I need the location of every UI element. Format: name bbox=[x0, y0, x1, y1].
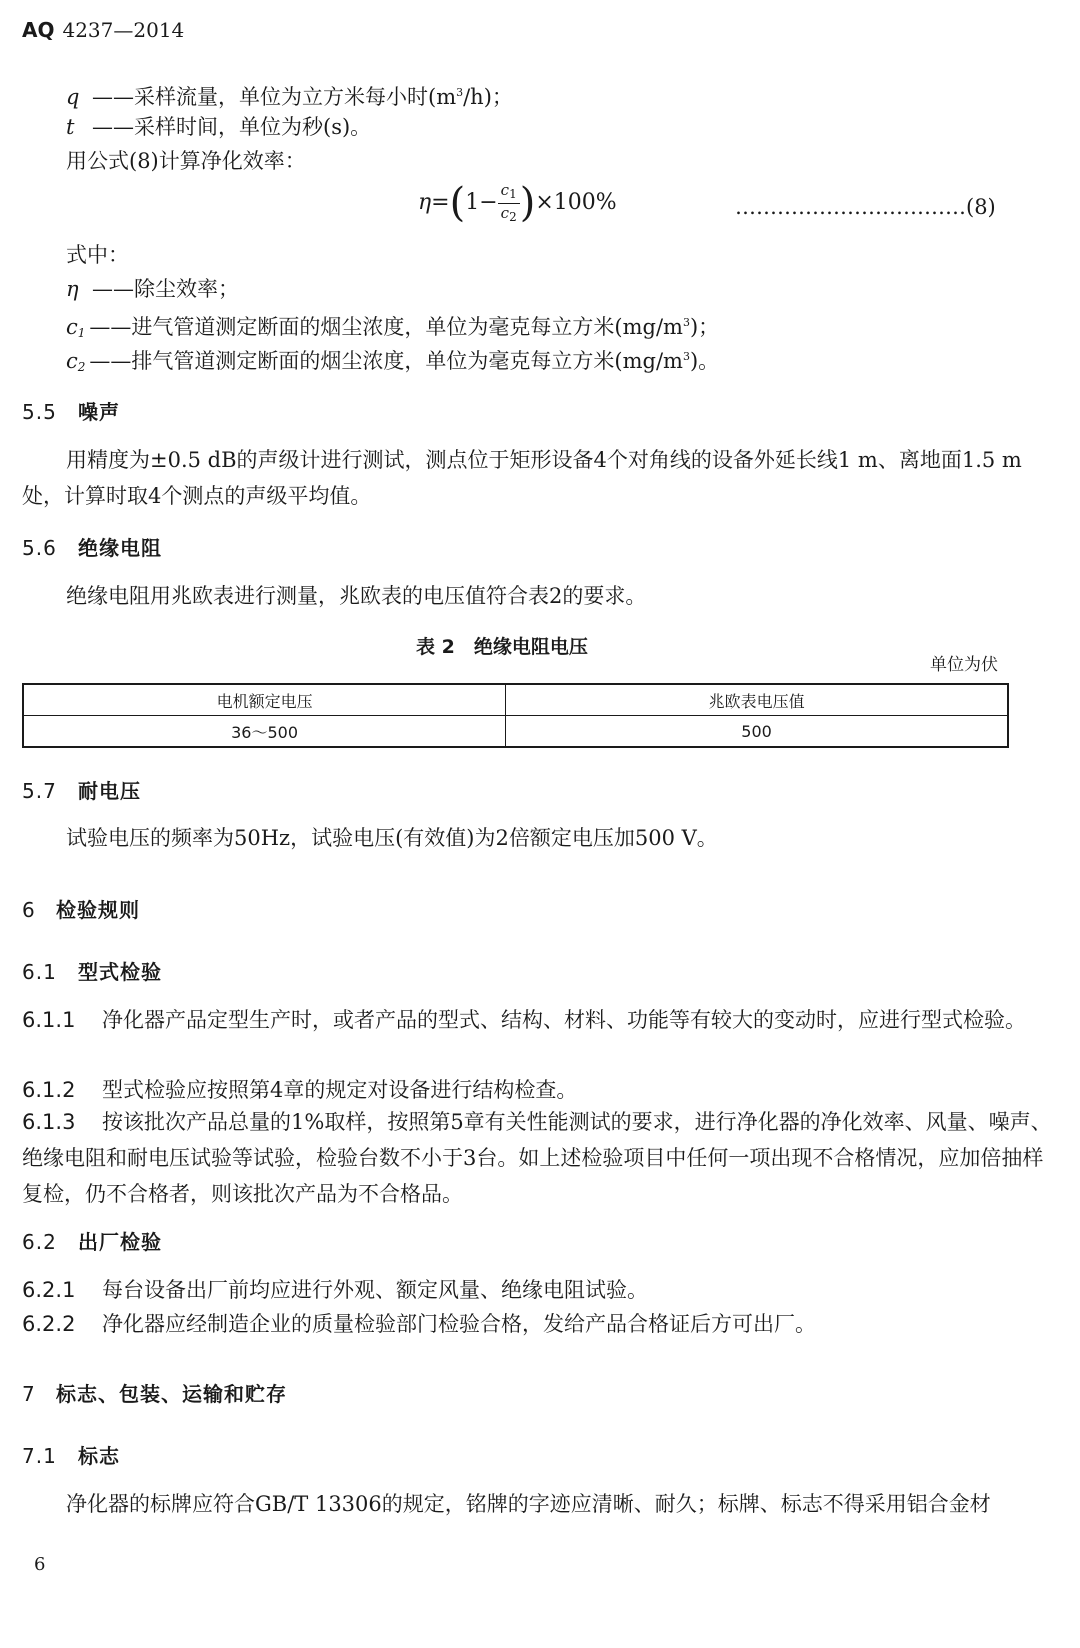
formula-tail: ×100% bbox=[535, 190, 617, 215]
frac-num: c bbox=[500, 180, 510, 199]
clause-body: 型式检验应按照第4章的规定对设备进行结构检查。 bbox=[102, 1078, 578, 1102]
def-text: ——排气管道测定断面的烟尘浓度，单位为毫克每立方米(mg/m bbox=[89, 349, 683, 373]
heading-num: 5.5 bbox=[22, 400, 57, 424]
heading-num: 6.2 bbox=[22, 1230, 57, 1254]
table2 bbox=[22, 683, 1009, 748]
def-var: c bbox=[66, 315, 78, 339]
heading-5-5 bbox=[22, 396, 120, 425]
heading-title: 噪声 bbox=[78, 400, 120, 424]
formula-8 bbox=[418, 180, 617, 226]
heading-6-1 bbox=[22, 956, 162, 985]
heading-title: 标志 bbox=[78, 1444, 120, 1468]
heading-6 bbox=[22, 894, 140, 923]
table2-caption: 表 2 绝缘电阻电压 bbox=[416, 636, 588, 658]
def-sup: 3 bbox=[682, 350, 690, 363]
def-tail: )。 bbox=[689, 349, 720, 373]
def-c2 bbox=[66, 340, 719, 384]
standard-code: AQ bbox=[22, 18, 55, 42]
heading-title: 标志、包装、运输和贮存 bbox=[56, 1382, 287, 1406]
clause-6-1-1 bbox=[22, 1002, 1058, 1038]
clause-num: 6.2.2 bbox=[22, 1312, 76, 1336]
heading-title: 检验规则 bbox=[56, 898, 140, 922]
def-text: ——采样时间，单位为秒(s)。 bbox=[92, 115, 372, 139]
def-q bbox=[66, 76, 513, 114]
formula-ref: ……………………………(8) bbox=[735, 195, 996, 219]
page-number: 6 bbox=[34, 1554, 46, 1575]
clause-num: 6.1.3 bbox=[22, 1110, 76, 1134]
table-row bbox=[23, 716, 1008, 748]
paren-close: ) bbox=[519, 180, 536, 226]
def-eta bbox=[66, 272, 239, 306]
standard-header bbox=[22, 18, 184, 42]
def-tail: /h)； bbox=[463, 85, 513, 109]
formula-intro: 用公式(8)计算净化效率： bbox=[66, 149, 306, 173]
paren-open: ( bbox=[449, 180, 466, 226]
def-text: ——除尘效率； bbox=[92, 277, 239, 301]
clause-body: 净化器产品定型生产时，或者产品的型式、结构、材料、功能等有较大的变动时，应进行型式检验。 bbox=[102, 1008, 1026, 1032]
heading-title: 型式检验 bbox=[78, 960, 162, 984]
para-5-6: 绝缘电阻用兆欧表进行测量，兆欧表的电压值符合表2的要求。 bbox=[66, 584, 647, 608]
frac-den: c bbox=[500, 203, 510, 222]
formula-lhs: η= bbox=[418, 190, 450, 215]
heading-num: 6.1 bbox=[22, 960, 57, 984]
clause-num: 6.1.2 bbox=[22, 1078, 76, 1102]
def-sub: 2 bbox=[77, 360, 86, 374]
heading-title: 绝缘电阻 bbox=[78, 536, 162, 560]
def-text: ——进气管道测定断面的烟尘浓度，单位为毫克每立方米(mg/m bbox=[89, 315, 683, 339]
def-tail: )； bbox=[689, 315, 720, 339]
def-var: η bbox=[66, 277, 79, 301]
heading-num: 7 bbox=[22, 1382, 36, 1406]
clause-body: 按该批次产品总量的1%取样，按照第5章有关性能测试的要求，进行净化器的净化效率、风量、噪声、绝缘电阻和耐电压试验等试验，检验台数不小于3台。如上述检验项目中任何一项出现不合格情况，应加倍抽样复检，仍不合格者，则该批次产品为不合格品。 bbox=[22, 1110, 1052, 1206]
heading-num: 6 bbox=[22, 898, 36, 922]
def-sub: 1 bbox=[77, 326, 86, 340]
heading-6-2 bbox=[22, 1226, 162, 1255]
para-5-5: 用精度为±0.5 dB的声级计进行测试，测点位于矩形设备4个对角线的设备外延长线1 m、离地面1.5 m处，计算时取4个测点的声级平均值。 bbox=[22, 448, 1022, 508]
frac-den-sub: 2 bbox=[509, 209, 517, 224]
heading-5-7 bbox=[22, 775, 141, 804]
def-var: q bbox=[66, 85, 80, 109]
def-var: c bbox=[66, 349, 78, 373]
clause-6-2-1 bbox=[22, 1272, 1058, 1308]
standard-number: 4237—2014 bbox=[62, 18, 185, 42]
clause-body: 每台设备出厂前均应进行外观、额定风量、绝缘电阻试验。 bbox=[102, 1278, 648, 1302]
table-header-row bbox=[23, 684, 1008, 716]
fraction bbox=[498, 181, 520, 226]
heading-num: 7.1 bbox=[22, 1444, 57, 1468]
heading-title: 耐电压 bbox=[78, 779, 141, 803]
table-header-cell: 电机额定电压 bbox=[23, 684, 506, 716]
def-sup: 3 bbox=[456, 86, 464, 99]
heading-7-1 bbox=[22, 1440, 120, 1469]
table-cell: 500 bbox=[506, 716, 1008, 748]
clause-6-2-2 bbox=[22, 1306, 1058, 1342]
clause-num: 6.1.1 bbox=[22, 1008, 76, 1032]
para-5-7: 试验电压的频率为50Hz，试验电压(有效值)为2倍额定电压加500 V。 bbox=[66, 826, 718, 850]
clause-6-1-3 bbox=[22, 1104, 1058, 1212]
heading-7 bbox=[22, 1378, 287, 1407]
where-label: 式中： bbox=[66, 243, 129, 267]
formula-one: 1− bbox=[465, 190, 498, 215]
table-header-cell: 兆欧表电压值 bbox=[506, 684, 1008, 716]
clause-num: 6.2.1 bbox=[22, 1278, 76, 1302]
heading-5-6 bbox=[22, 532, 162, 561]
frac-num-sub: 1 bbox=[509, 186, 517, 201]
heading-num: 5.7 bbox=[22, 779, 57, 803]
table2-unit: 单位为伏 bbox=[930, 655, 998, 675]
clause-body: 净化器应经制造企业的质量检验部门检验合格，发给产品合格证后方可出厂。 bbox=[102, 1312, 816, 1336]
def-text: ——采样流量，单位为立方米每小时(m bbox=[92, 85, 457, 109]
def-t bbox=[66, 110, 371, 144]
clause-6-1-2 bbox=[22, 1072, 1058, 1108]
heading-num: 5.6 bbox=[22, 536, 57, 560]
def-sup: 3 bbox=[682, 316, 690, 329]
para-7-1: 净化器的标牌应符合GB/T 13306的规定，铭牌的字迹应清晰、耐久；标牌、标志不得采用铝合金材 bbox=[66, 1492, 991, 1516]
heading-title: 出厂检验 bbox=[78, 1230, 162, 1254]
def-var: t bbox=[66, 115, 75, 139]
table-cell: 36～500 bbox=[23, 716, 506, 748]
